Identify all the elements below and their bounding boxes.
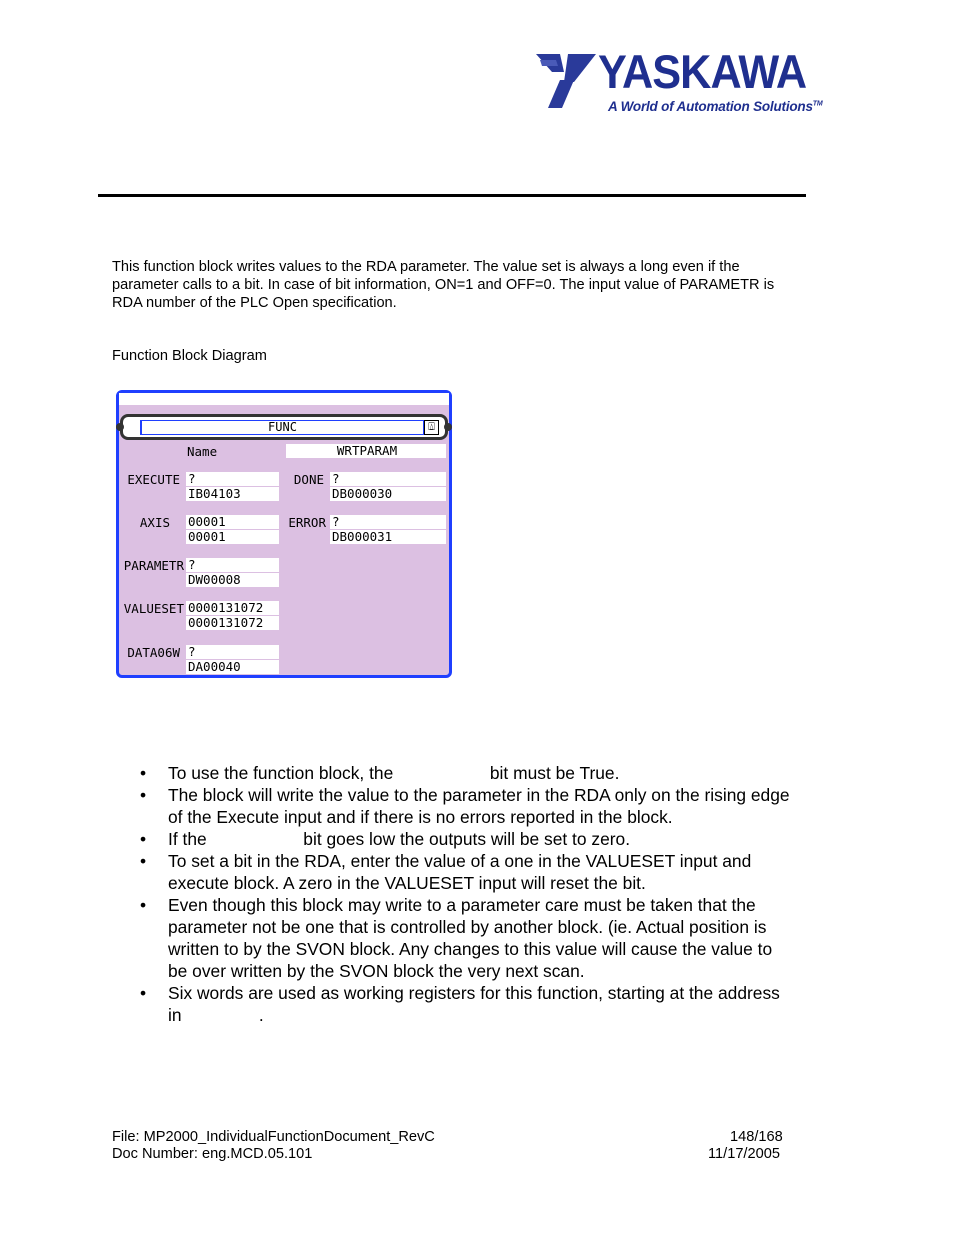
intro-line: This function block writes values to the RDA parameter. The value set is always a long even if the xyxy=(112,259,740,275)
error-value-field[interactable]: ? xyxy=(330,515,446,529)
error-address-field[interactable]: DB000031 xyxy=(330,530,446,544)
yaskawa-logo-text: YASKAWA xyxy=(598,45,807,98)
valueset-value-field[interactable]: 0000131072 xyxy=(186,601,279,615)
output-label-done: DONE xyxy=(293,472,324,487)
intro-paragraph xyxy=(112,258,842,312)
name-label: Name xyxy=(187,444,218,459)
footer-date: 11/17/2005 xyxy=(708,1146,780,1162)
footer-page-number: 148/168 xyxy=(730,1129,783,1145)
collapse-button[interactable]: ⍍ xyxy=(424,420,439,435)
parametr-value-field[interactable]: ? xyxy=(186,558,279,572)
yaskawa-tagline: A World of Automation Solutions™ xyxy=(608,99,823,114)
input-label-data06w: DATA06W xyxy=(127,645,180,660)
left-connector-dot xyxy=(116,423,124,431)
data06w-value-field[interactable]: ? xyxy=(186,645,279,659)
list-item: • The block will write the value to the parameter in the RDA only on the rising edge of the Execute input and if there is no errors reported in the block. xyxy=(140,785,790,827)
list-item: • To set a bit in the RDA, enter the value of a one in the VALUESET input and execute block. A zero in the VALUESET input will reset the bit. xyxy=(140,851,752,893)
axis-value-field[interactable]: 00001 xyxy=(186,515,279,529)
yaskawa-logo-mark xyxy=(534,52,600,110)
function-block-header-strip xyxy=(119,393,449,405)
function-name-field[interactable]: WRTPARAM xyxy=(286,444,446,458)
execute-value-field[interactable]: ? xyxy=(186,472,279,486)
done-address-field[interactable]: DB000030 xyxy=(330,487,446,501)
footer-doc-number: Doc Number: eng.MCD.05.101 xyxy=(112,1146,313,1162)
output-label-error: ERROR xyxy=(288,515,326,530)
list-item: • Six words are used as working registers for this function, starting at the address in . xyxy=(140,983,780,1025)
intro-line: RDA number of the PLC Open specification. xyxy=(112,295,397,311)
input-label-valueset: VALUESET xyxy=(123,601,184,616)
right-connector-dot xyxy=(444,423,452,431)
data06w-address-field[interactable]: DA00040 xyxy=(186,660,279,674)
input-label-execute: EXECUTE xyxy=(127,472,180,487)
list-item: • To use the function block, the bit must be True. xyxy=(140,763,620,783)
list-item: • Even though this block may write to a parameter care must be taken that the parameter not be one that is controlled by another block. (ie. Actual position is written to by the SVON block. Any changes to this value will cause the value to be over written by the SVON block the very next scan. xyxy=(140,895,773,981)
valueset-address-field[interactable]: 0000131072 xyxy=(186,616,279,630)
input-label-axis: AXIS xyxy=(139,515,170,530)
axis-address-field[interactable]: 00001 xyxy=(186,530,279,544)
execute-address-field[interactable]: IB04103 xyxy=(186,487,279,501)
header-rule xyxy=(98,194,806,197)
list-item: • If the bit goes low the outputs will be set to zero. xyxy=(140,829,631,849)
usage-notes xyxy=(140,762,850,1026)
intro-line: parameter calls to a bit. In case of bit information, ON=1 and OFF=0. The input value of PARAMETR is xyxy=(112,277,775,293)
footer-file: File: MP2000_IndividualFunctionDocument_RevC xyxy=(112,1129,435,1145)
done-value-field[interactable]: ? xyxy=(330,472,446,486)
function-title-field[interactable]: FUNC xyxy=(140,420,424,435)
parametr-address-field[interactable]: DW00008 xyxy=(186,573,279,587)
input-label-parametr: PARAMETR xyxy=(123,558,184,573)
diagram-caption: Function Block Diagram xyxy=(112,348,267,364)
